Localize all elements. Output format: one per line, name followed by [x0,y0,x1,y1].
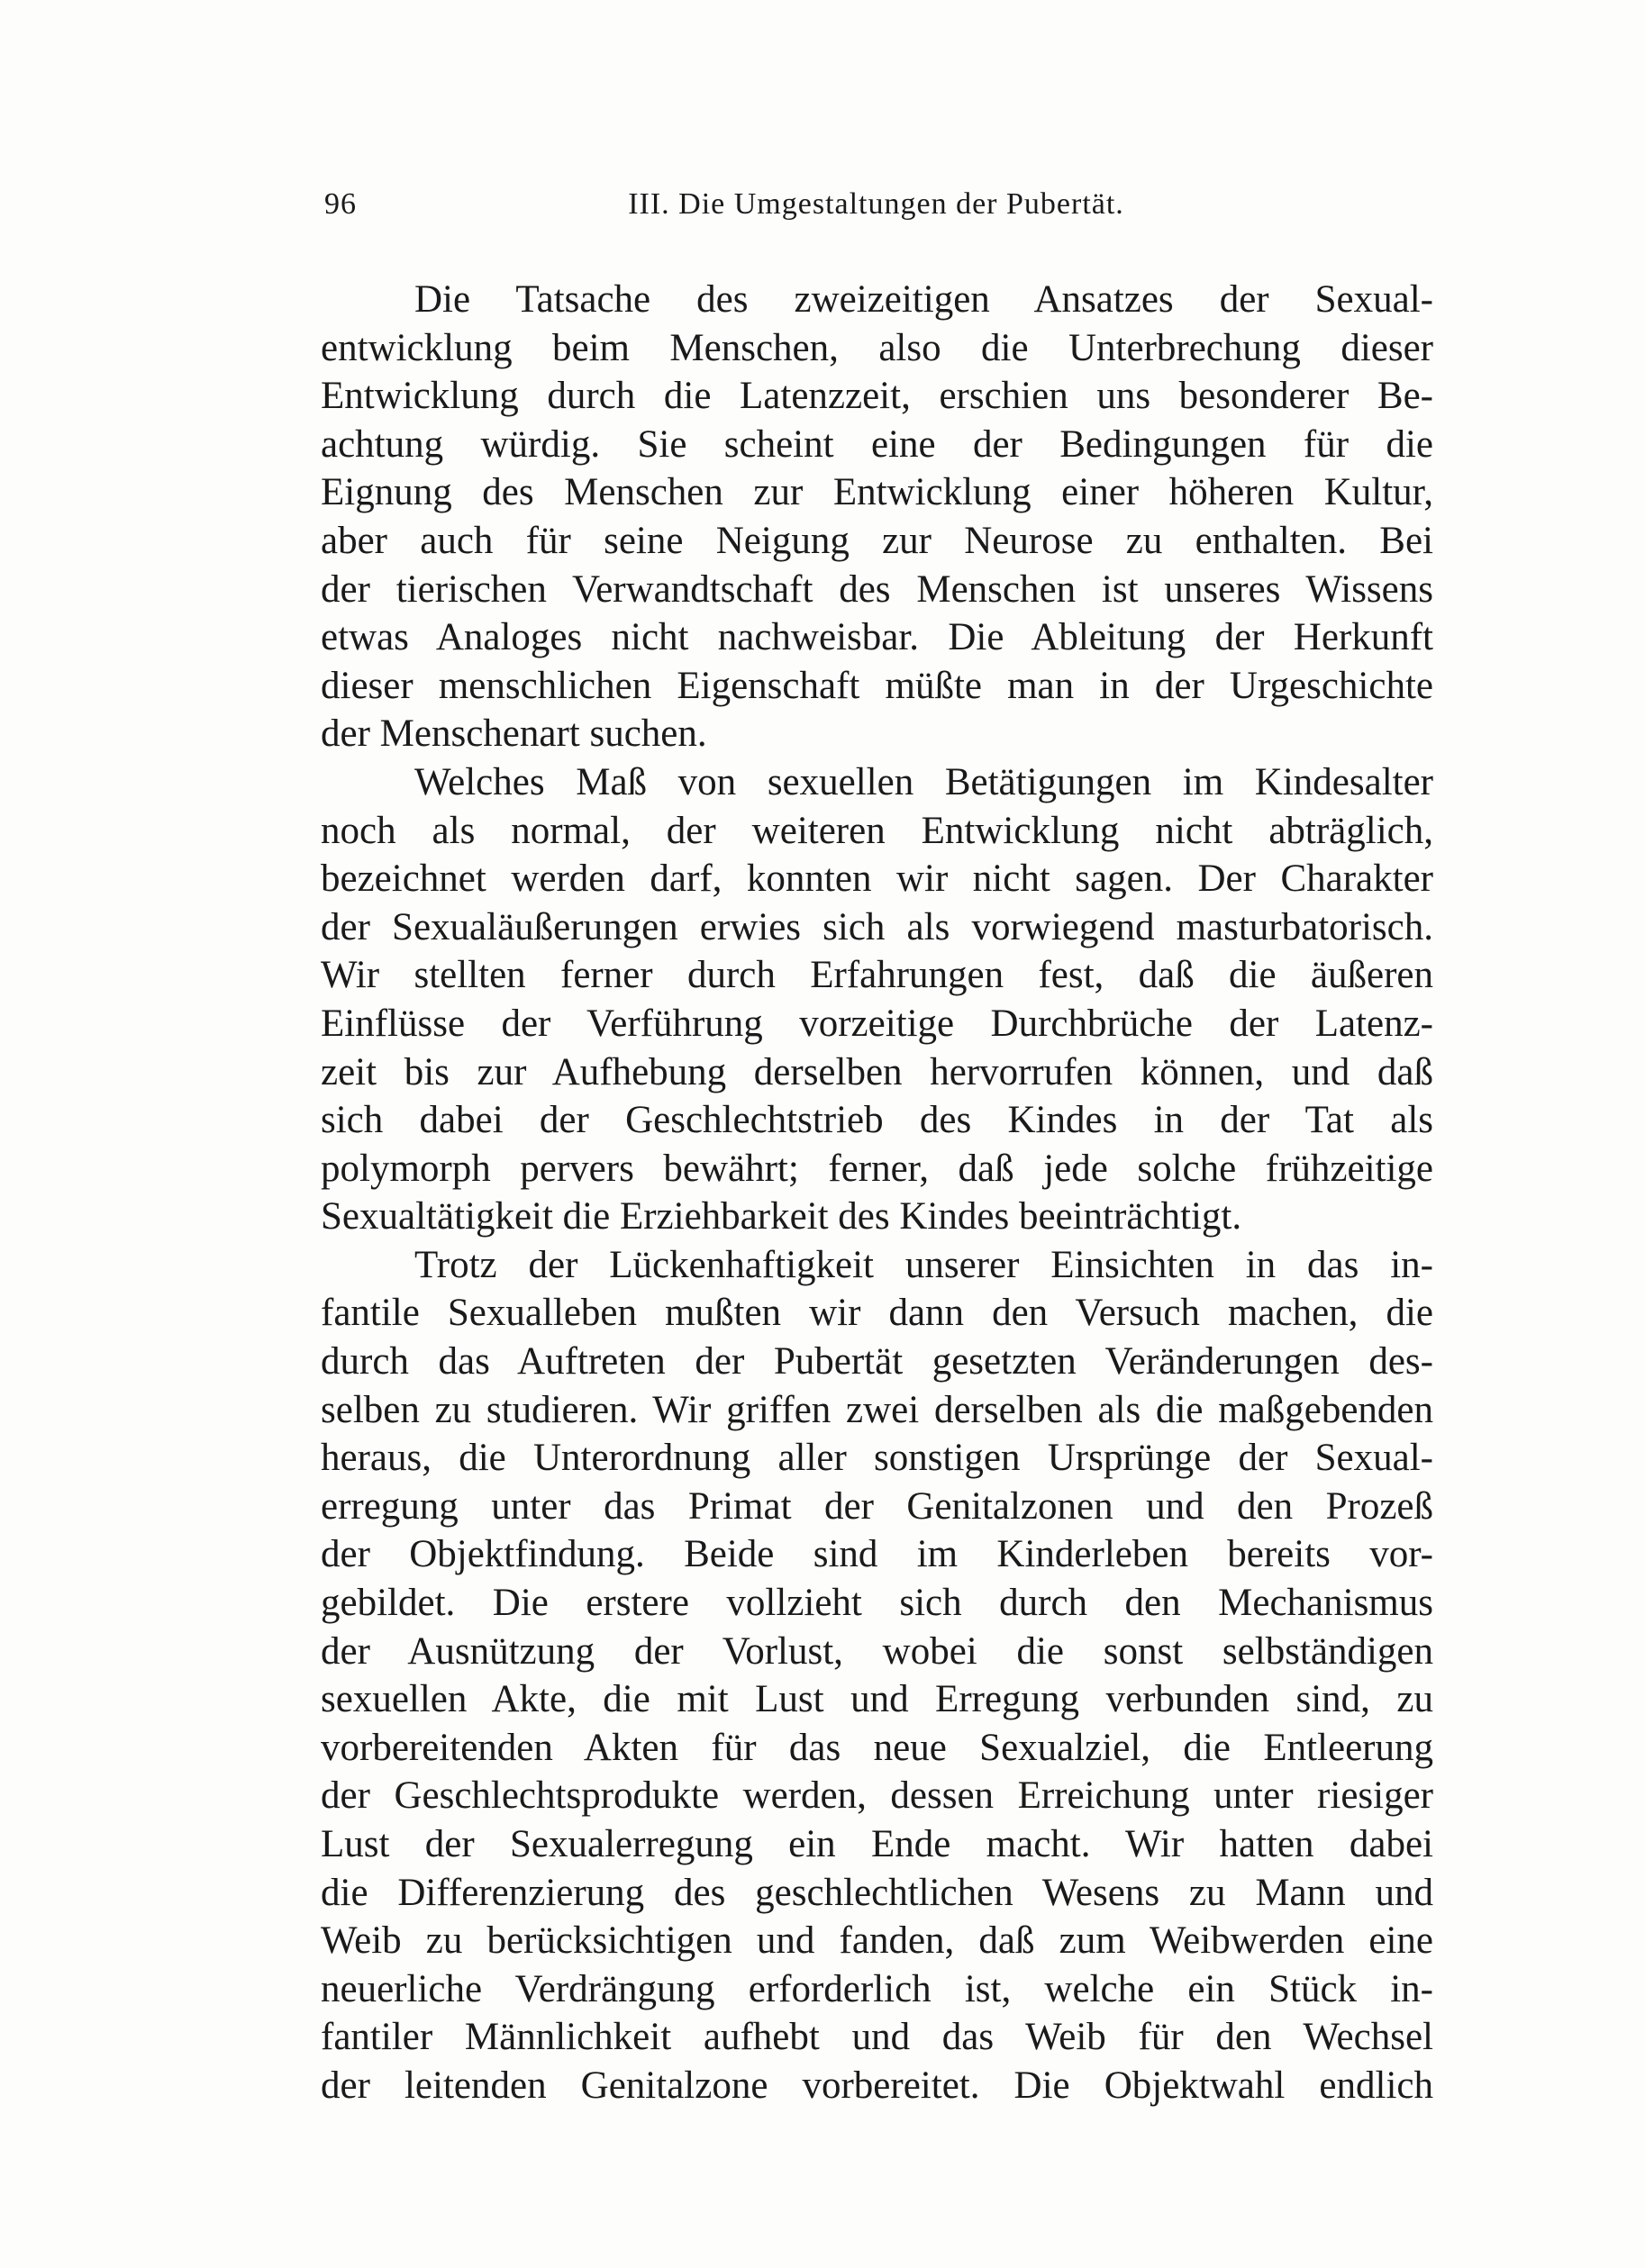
text-line: entwicklung beim Menschen, also die Unterbrechung dieser [321,326,1433,369]
text-line: der Geschlechtsprodukte werden, dessen Erreichung unter riesiger [321,1774,1433,1818]
text-line: Trotz der Lückenhaftigkeit unserer Einsichten in das in- [414,1243,1433,1286]
text-line: zeit bis zur Aufhebung derselben hervorrufen können, und daß [321,1050,1433,1093]
text-line: der Ausnützung der Vorlust, wobei die sonst selbständigen [321,1629,1433,1673]
paragraph-2 [321,758,1433,1241]
text-line: Lust der Sexualerregung ein Ende macht. Wir hatten dabei [321,1823,1433,1865]
text-line: der Objektfindung. Beide sind im Kinderleben bereits vor- [321,1533,1433,1576]
text-line: noch als normal, der weiteren Entwicklung nicht abträglich, [321,809,1433,852]
text-line: Entwicklung durch die Latenzzeit, erschien uns besonderer Be- [321,375,1433,418]
running-title: III. Die Umgestaltungen der Pubertät. [628,187,1124,221]
paragraph-3 [321,1241,1433,2110]
text-line: selben zu studieren. Wir griffen zwei derselben als die maßgebenden [321,1388,1433,1431]
text-line: polymorph pervers bewährt; ferner, daß jede solche frühzeitige [321,1147,1433,1190]
text-line: fantiler Männlichkeit aufhebt und das Weib für den Wechsel [321,2016,1433,2059]
text-line: sich dabei der Geschlechtstrieb des Kindes in der Tat als [321,1099,1433,1142]
text-line: Die Tatsache des zweizeitigen Ansatzes der Sexual- [414,278,1433,321]
text-line: etwas Analoges nicht nachweisbar. Die Ableitung der Herkunft [321,616,1433,659]
text-line: vorbereitenden Akten für das neue Sexualziel, die Entleerung [321,1726,1433,1769]
text-line: der Sexualäußerungen erwies sich als vorwiegend masturbatorisch. [321,905,1433,948]
text-line: fantile Sexualleben mußten wir dann den Versuch machen, die [321,1292,1433,1335]
text-line: neuerliche Verdrängung erforderlich ist, welche ein Stück in- [321,1967,1433,2010]
page-header [324,187,1428,232]
text-line: heraus, die Unterordnung aller sonstigen Ursprünge der Sexual- [321,1437,1433,1480]
text-line: dieser menschlichen Eigenschaft müßte man in der Urgeschichte [321,664,1433,707]
text-line: Wir stellten ferner durch Erfahrungen fest, daß die äußeren [321,954,1433,997]
text-line: der leitenden Genitalzone vorbereitet. Die Objektwahl endlich [321,2064,1433,2107]
text-line: die Differenzierung des geschlechtlichen Wesens zu Mann und [321,1871,1433,1914]
page-number: 96 [324,187,357,221]
text-line: gebildet. Die erstere vollzieht sich durch den Mechanismus [321,1582,1433,1625]
text-line: Eignung des Menschen zur Entwicklung einer höheren Kultur, [321,471,1433,514]
text-line: bezeichnet werden darf, konnten wir nicht sagen. Der Charakter [321,857,1433,901]
text-line: aber auch für seine Neigung zur Neurose zu enthalten. Bei [321,519,1433,562]
text-line: Sexualtätigkeit die Erziehbarkeit des Kindes beeinträchtigt. [321,1195,1242,1238]
text-line: der Menschenart suchen. [321,712,707,756]
text-line: Einflüsse der Verführung vorzeitige Durchbrüche der Latenz- [321,1002,1433,1045]
text-line: sexuellen Akte, die mit Lust und Erregung verbunden sind, zu [321,1678,1433,1721]
text-line: durch das Auftreten der Pubertät gesetzten Veränderungen des- [321,1340,1433,1383]
text-line: erregung unter das Primat der Genitalzonen und den Prozeß [321,1484,1433,1528]
text-line: achtung würdig. Sie scheint eine der Bedingungen für die [321,422,1433,466]
paragraph-1 [321,276,1433,758]
body-text [321,276,1433,2110]
text-line: Weib zu berücksichtigen und fanden, daß zum Weibwerden eine [321,1919,1433,1963]
text-line: Welches Maß von sexuellen Betätigungen im Kindesalter [414,760,1433,803]
text-line: der tierischen Verwandtschaft des Menschen ist unseres Wissens [321,567,1433,611]
